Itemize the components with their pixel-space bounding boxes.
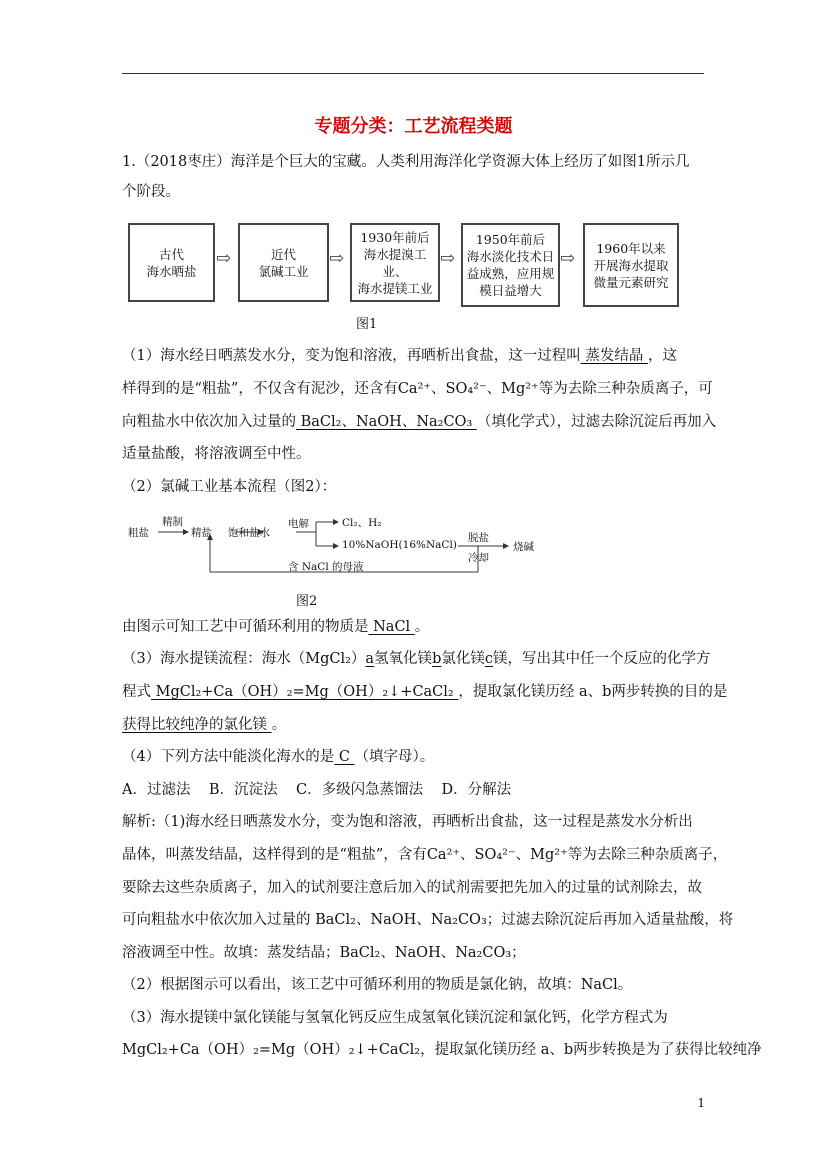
- part3-line3: 获得比较纯净的氯化镁 。: [122, 717, 287, 733]
- refine-label: 精制: [162, 516, 183, 528]
- analysis-line-5: 溶液调至中性。故填：蒸发结晶；BaCl₂、NaOH、Na₂CO₃；: [122, 945, 526, 961]
- header-rule: [122, 73, 704, 74]
- naoh-label: 10%NaOH(16%NaCl): [342, 539, 457, 551]
- stage-box-1: 古代 海水晒盐: [128, 223, 215, 302]
- gas-label: Cl₂、H₂: [342, 517, 382, 529]
- answer-blank: 蒸发结晶: [580, 348, 648, 364]
- page-number: 1: [697, 1096, 705, 1110]
- answer-blank: BaCl₂、NaOH、Na₂CO₃: [296, 414, 477, 430]
- part3-line2: 程式 MgCl₂+Ca（OH）₂=Mg（OH）₂↓+CaCl₂ ，提取氯化镁历经 a、b两步转换的目的是: [122, 684, 728, 700]
- analysis-line-4: 可向粗盐水中依次加入过量的 BaCl₂、NaOH、Na₂CO₃；过滤去除沉淀后再加入适量盐酸，将: [122, 912, 734, 928]
- answer-blank: 获得比较纯净的氯化镁: [122, 717, 272, 733]
- part2-answer: 由图示可知工艺中可循环利用的物质是 NaCl 。: [122, 619, 430, 635]
- fine-salt-label: 精盐: [191, 527, 212, 539]
- analysis-line-6: （2）根据图示可以看出，该工艺中可循环利用的物质是氯化钠，故填：NaCl。: [122, 977, 633, 993]
- stage-box-4: 1950年前后 海水淡化技术日 益成熟，应用规 模日益增大: [461, 223, 560, 307]
- mother-liquor-label: 含 NaCl 的母液: [288, 561, 364, 573]
- analysis-line-2: 晶体，叫蒸发结晶，这样得到的是“粗盐”，含有Ca²⁺、SO₄²⁻、Mg²⁺等为去除三种杂质离子，: [122, 847, 728, 863]
- arrow-icon: ⇨: [440, 248, 456, 269]
- part1-line3: 向粗盐水中依次加入过量的 BaCl₂、NaOH、Na₂CO₃ （填化学式），过滤去除沉淀后再加入: [122, 414, 717, 430]
- arrow-icon: ⇨: [216, 248, 232, 269]
- desalt-label: 脱盐: [468, 532, 489, 544]
- options-line: A．过滤法 B．沉淀法 C．多级闪急蒸馏法 D．分解法: [122, 782, 512, 798]
- answer-blank: MgCl₂+Ca（OH）₂=Mg（OH）₂↓+CaCl₂: [151, 684, 459, 700]
- part1-line2: 样得到的是“粗盐”，不仅含有泥沙，还含有Ca²⁺、SO₄²⁻、Mg²⁺等为去除三种杂质离子，可: [122, 381, 713, 397]
- figure-1: [128, 220, 688, 310]
- brine-label: 饱和盐水: [228, 527, 270, 539]
- part1-line1: （1）海水经日晒蒸发水分，变为饱和溶液，再晒析出食盐，这一过程叫 蒸发结晶 ，这: [122, 348, 677, 364]
- figure-2: [128, 510, 534, 580]
- arrow-icon: ⇨: [329, 248, 345, 269]
- analysis-line-7: （3）海水提镁中氯化镁能与氢氧化钙反应生成氢氧化镁沉淀和氯化钙，化学方程式为: [122, 1010, 668, 1026]
- part2-line: （2）氯碱工业基本流程（图2）：: [122, 479, 337, 495]
- question-intro: 1.（2018枣庄）海洋是个巨大的宝藏。人类利用海洋化学资源大体上经历了如图1所示几: [122, 154, 690, 170]
- answer-blank: NaCl: [368, 619, 415, 635]
- analysis-line-1: 解析:（1)海水经日晒蒸发水分，变为饱和溶液，再晒析出食盐，这一过程是蒸发水分析出: [122, 814, 693, 830]
- answer-blank: C: [334, 749, 355, 765]
- stage-box-3: 1930年前后 海水提溴工业、 海水提镁工业: [350, 223, 440, 302]
- page-title: 专题分类：工艺流程类题: [314, 116, 513, 137]
- figure-2-caption: 图2: [296, 594, 318, 609]
- part1-line4: 适量盐酸，将溶液调至中性。: [122, 446, 311, 462]
- stage-box-2: 近代 氯碱工业: [238, 223, 329, 302]
- stage-box-5: 1960年以来 开展海水提取 微量元素研究: [583, 223, 679, 307]
- product-label: 烧碱: [513, 541, 534, 553]
- analysis-line-3: 要除去这些杂质离子，加入的试剂要注意后加入的试剂需要把先加入的过量的试剂除去，故: [122, 880, 702, 896]
- analysis-line-8: MgCl₂+Ca（OH）₂=Mg（OH）₂↓+CaCl₂，提取氯化镁历经 a、b两步转换是为了获得比较纯净: [122, 1042, 762, 1058]
- cool-label: 冷却: [468, 552, 489, 564]
- crude-salt-label: 粗盐: [128, 527, 149, 539]
- part3-line1: （3）海水提镁流程：海水（MgCl₂）a氢氧化镁b氯化镁c镁，写出其中任一个反应的化学方: [122, 651, 711, 667]
- question-intro-cont: 个阶段。: [122, 184, 180, 200]
- figure-1-caption: 图1: [356, 317, 378, 332]
- arrow-icon: ⇨: [560, 248, 576, 269]
- part4-line: （4）下列方法中能淡化海水的是 C （填字母）。: [122, 749, 435, 765]
- electrolysis-label: 电解: [288, 518, 309, 530]
